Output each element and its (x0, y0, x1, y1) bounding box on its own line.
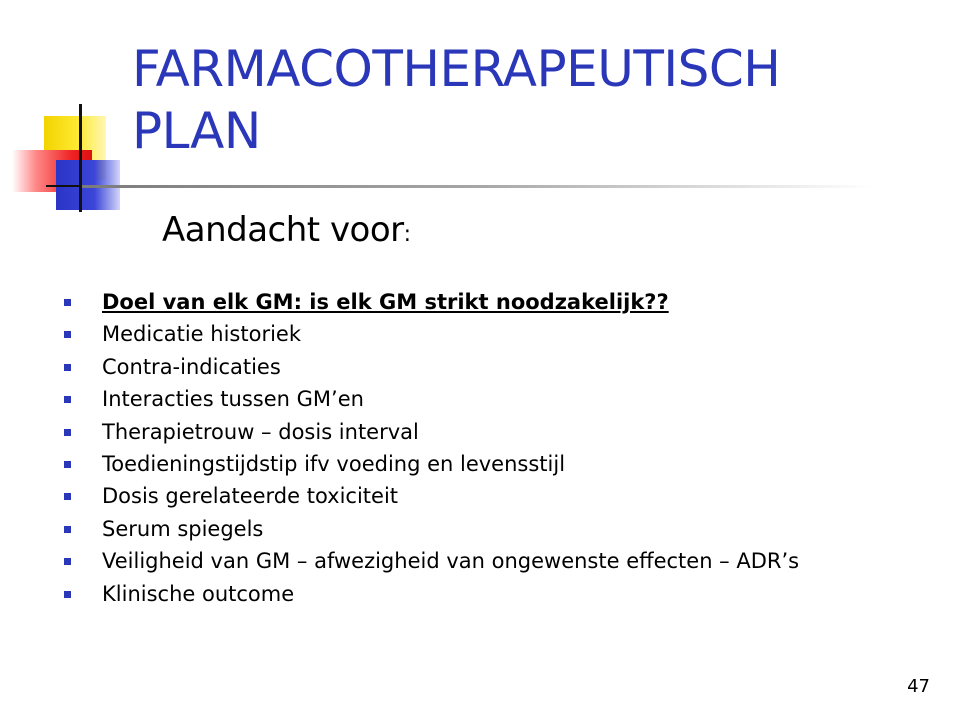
bullet-text: Veiligheid van GM – afwezigheid van ongewenste effecten – ADR’s (102, 549, 800, 574)
bullet-square-icon (64, 461, 71, 468)
short-horizontal-rule (46, 185, 82, 187)
bullet-square-icon (64, 429, 71, 436)
bullet-text: Toedieningstijdstip ifv voeding en levensstijl (102, 451, 566, 476)
bullet-square-icon (64, 331, 71, 338)
bullet-text: Interacties tussen GM’en (102, 387, 364, 412)
slide-subtitle (162, 208, 411, 257)
vertical-rule (79, 104, 82, 212)
bullet-text: Doel van elk GM: is elk GM strikt noodzakelijk?? (102, 290, 669, 314)
bullet-square-icon (64, 396, 71, 403)
slide-title: FARMACOTHERAPEUTISCH PLAN (132, 40, 781, 160)
bullet-square-icon (64, 526, 71, 533)
bullet-text: Therapietrouw – dosis interval (102, 419, 419, 444)
bullet-square-icon (64, 364, 71, 371)
bullet-square-icon (64, 493, 71, 500)
bullet-text: Dosis gerelateerde toxiciteit (102, 484, 399, 509)
subtitle-colon: : (403, 222, 411, 247)
bullet-square-icon (64, 591, 71, 598)
bullet-square-icon (64, 299, 71, 306)
title-underline-rule (82, 185, 872, 188)
bullet-text: Serum spiegels (102, 516, 264, 541)
subtitle-text: Aandacht voor (162, 210, 404, 250)
bullet-text: Medicatie historiek (102, 322, 301, 347)
bullet-square-icon (64, 558, 71, 565)
bullet-text: Contra-indicaties (102, 354, 281, 379)
bullet-text: Klinische outcome (102, 581, 295, 606)
page-number: 47 (907, 676, 930, 697)
